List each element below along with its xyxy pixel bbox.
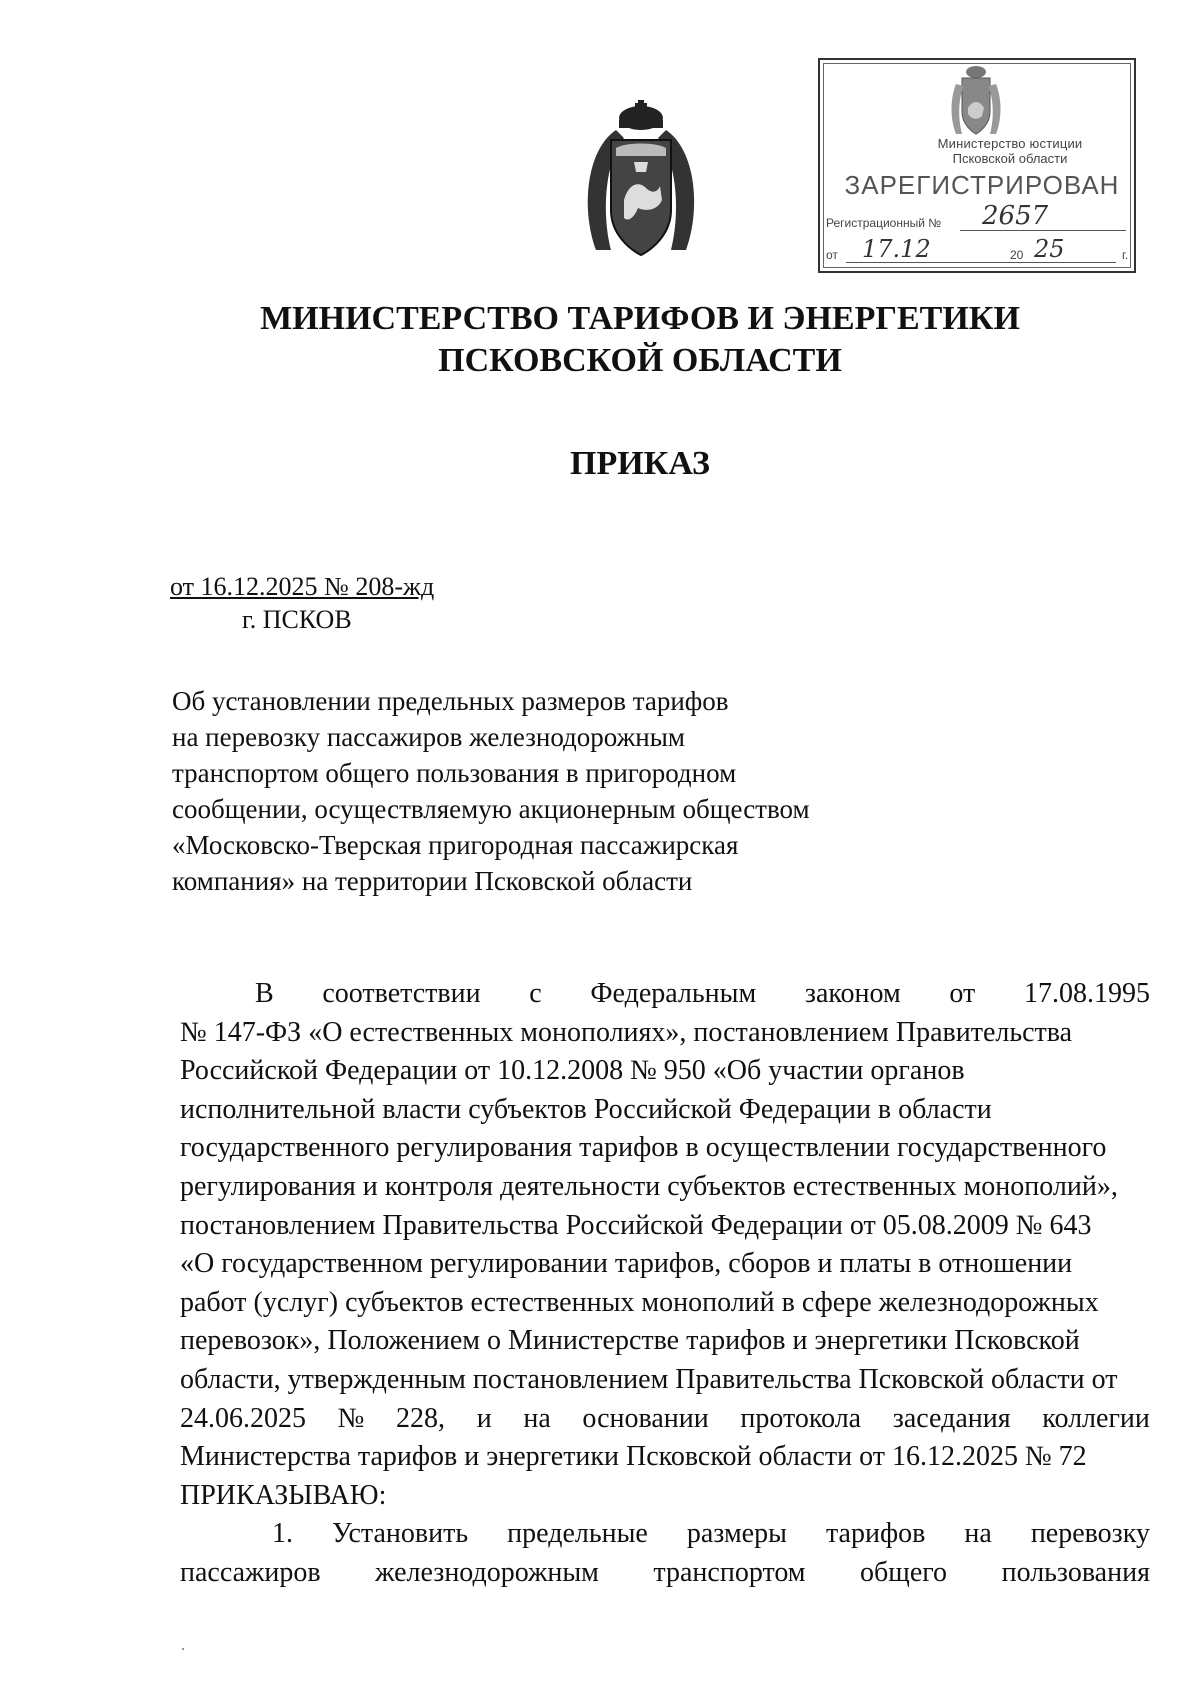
stamp-year-suffix: г.: [1122, 248, 1129, 262]
subject-line: Об установлении предельных размеров тарифов: [172, 686, 729, 716]
stamp-date-label: от: [826, 248, 838, 262]
city: г. ПСКОВ: [242, 605, 352, 634]
body-line-6: регулирования и контроля деятельности субъектов естественных монополий»,: [180, 1170, 1118, 1202]
body-line-11: области, утвержденным постановлением Правительства Псковской области от: [180, 1363, 1118, 1395]
body-line-16: пассажиров железнодорожным транспортом общего пользования: [180, 1556, 1150, 1588]
body-line-7: постановлением Правительства Российской Федерации от 05.08.2009 № 643: [180, 1209, 1092, 1241]
body-line-10: перевозок», Положением о Министерстве тарифов и энергетики Псковской: [180, 1325, 1080, 1357]
order-reference: от 16.12.2025 № 208-жд: [170, 572, 435, 601]
ministry-line-2: ПСКОВСКОЙ ОБЛАСТИ: [438, 342, 842, 379]
subject-line: сообщении, осуществляемую акционерным обществом: [172, 794, 810, 824]
subject-line: на перевозку пассажиров железнодорожным: [172, 722, 685, 752]
stamp-reg-label: Регистрационный №: [826, 216, 942, 230]
stamp-date-value: 17.12: [862, 235, 931, 263]
stamp-year-prefix: 20: [1010, 248, 1024, 262]
body-line-5: государственного регулирования тарифов в осуществлении государственного: [180, 1132, 1107, 1164]
coat-of-arms-emblem: [576, 100, 706, 260]
body-line-1: В соответствии с Федеральным законом от 17.08.1995: [255, 978, 1150, 1009]
body-line-8: «О государственном регулировании тарифов, сборов и платы в отношении: [180, 1248, 1073, 1280]
stamp-org-line2: Псковской области: [952, 151, 1068, 166]
stamp-status: ЗАРЕГИСТРИРОВАН: [844, 170, 1120, 200]
stamp-registration-row: [826, 201, 1126, 234]
body-line-3: Российской Федерации от 10.12.2008 № 950 «Об участии органов: [180, 1055, 965, 1087]
subject-line: компания» на территории Псковской области: [172, 866, 693, 896]
order-subject: [172, 683, 810, 899]
body-line-13: Министерства тарифов и энергетики Псковской области от 16.12.2025 № 72: [180, 1441, 1087, 1473]
order-directive: ПРИКАЗЫВАЮ:: [180, 1479, 387, 1511]
ministry-heading: [100, 298, 1180, 382]
subject-line: «Московско-Тверская пригородная пассажирская: [172, 830, 739, 860]
registration-stamp: [818, 58, 1136, 273]
order-body: [180, 975, 1150, 1593]
body-line-4: исполнительной власти субъектов Российской Федерации в области: [180, 1093, 992, 1125]
body-line-9: работ (услуг) субъектов естественных монополий в сфере железнодорожных: [180, 1286, 1099, 1318]
stamp-reg-number: 2657: [982, 201, 1049, 231]
subject-line: транспортом общего пользования в пригородном: [172, 758, 737, 788]
body-line-15: 1. Установить предельные размеры тарифов на перевозку: [272, 1518, 1150, 1550]
scan-speck: [182, 1648, 184, 1650]
stamp-date-row: [826, 235, 1129, 266]
stamp-year-value: 25: [1034, 235, 1065, 263]
body-line-12: 24.06.2025 № 228, и на основании протокола заседания коллегии: [180, 1402, 1150, 1434]
stamp-emblem-icon: [948, 64, 1004, 138]
document-type-title: ПРИКАЗ: [570, 445, 710, 482]
stamp-org-line1: Министерство юстиции: [937, 136, 1083, 151]
body-line-2: № 147-ФЗ «О естественных монополиях», постановлением Правительства: [180, 1016, 1073, 1048]
ministry-line-1: МИНИСТЕРСТВО ТАРИФОВ И ЭНЕРГЕТИКИ: [260, 300, 1020, 337]
